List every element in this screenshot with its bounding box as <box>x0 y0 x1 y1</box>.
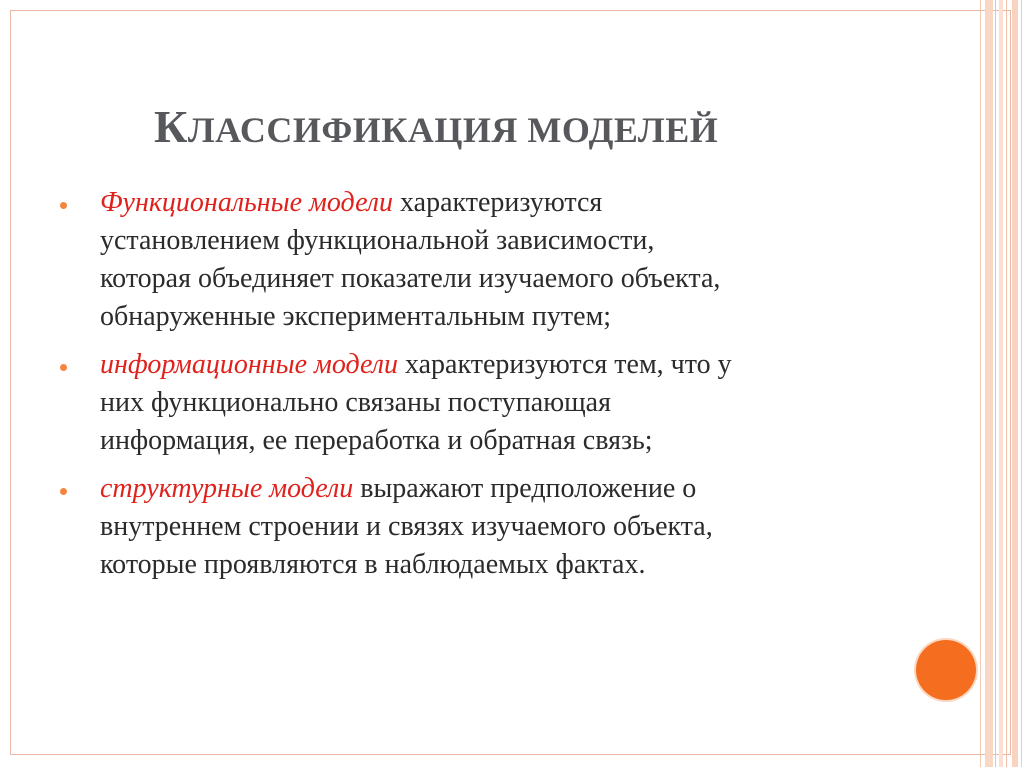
bullet-term: Функциональные модели <box>100 187 394 218</box>
bullet-text <box>100 184 860 336</box>
decor-stripe <box>1006 0 1007 767</box>
bullet-text <box>100 470 860 584</box>
bullet-text <box>100 346 860 460</box>
bullet-body: выражают предположение о внутреннем строении и связях изучаемого объекта, которые проявляются в наблюдаемых фактах. <box>100 473 713 580</box>
slide-title <box>154 100 718 153</box>
decor-stripe <box>1021 0 1022 767</box>
decor-stripe <box>980 0 981 767</box>
list-item <box>60 470 860 584</box>
decor-stripe <box>995 0 996 767</box>
bullet-dot-icon <box>60 202 67 209</box>
title-initial: К <box>154 101 188 152</box>
bullet-term: структурные модели <box>100 473 354 504</box>
bullet-body: характеризуются тем, что у них функционально связаны поступающая информация, ее переработка и обратная связь; <box>100 349 732 456</box>
bullet-dot-icon <box>60 364 67 371</box>
bullet-dot-icon <box>60 488 67 495</box>
list-item <box>60 346 860 460</box>
list-item <box>60 184 860 336</box>
decor-stripe <box>985 0 993 767</box>
bullet-term: информационные модели <box>100 349 398 380</box>
bullet-body: характеризуются установлением функциональной зависимости, которая объединяет показатели изучаемого объекта, обнаруженные экспериментальным путем; <box>100 187 721 332</box>
accent-circle-icon <box>916 640 976 700</box>
decor-stripe <box>999 0 1003 767</box>
decor-stripe <box>1012 0 1018 767</box>
title-rest: ЛАССИФИКАЦИЯ МОДЕЛЕЙ <box>187 110 719 150</box>
bullet-list <box>60 184 860 594</box>
